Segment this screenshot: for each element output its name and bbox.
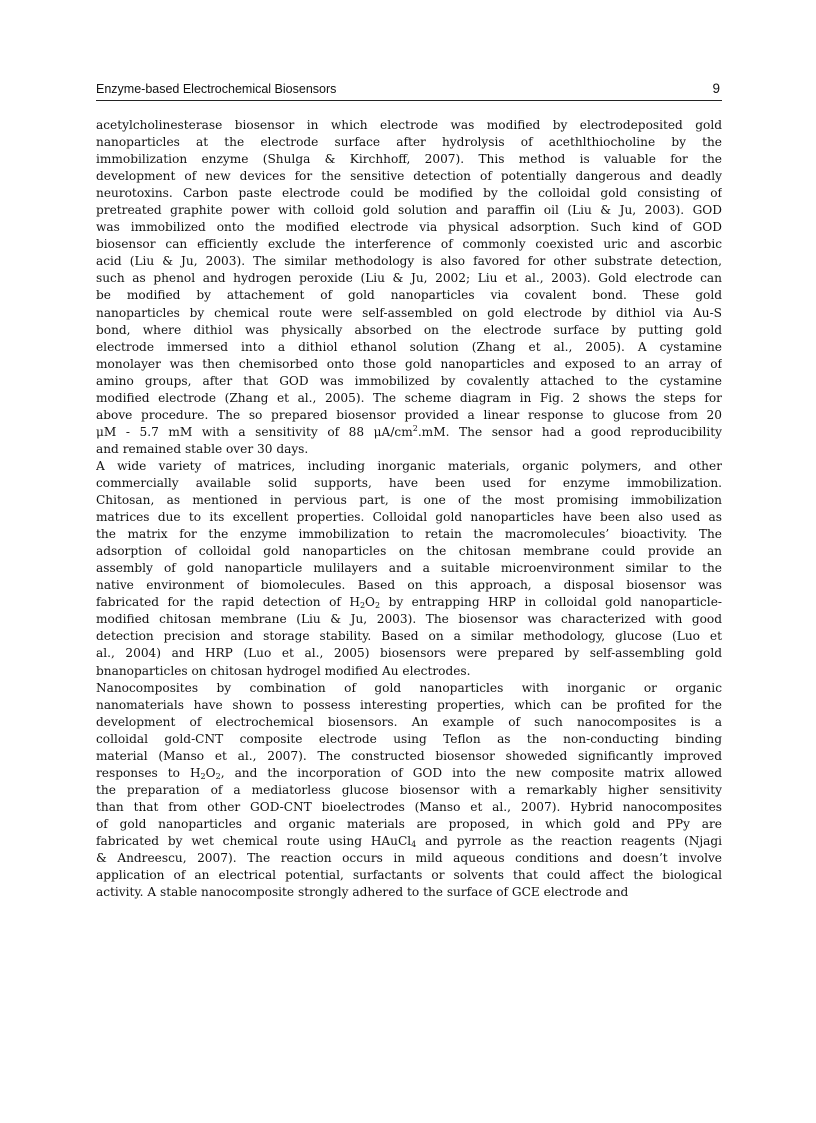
text-line: fabricated by wet chemical route using HAuCl$_4$ and pyrrole as the reaction reagents (Njagi — [96, 833, 722, 849]
text-line: modified chitosan membrane (Liu & Ju, 2003). The biosensor was characterized with good — [96, 612, 722, 627]
text-line: Chitosan, as mentioned in pervious part, is one of the most promising immobilization — [96, 493, 722, 508]
text-line: nanomaterials have shown to possess interesting properties, which can be profited for the — [96, 697, 722, 712]
text-line: amino groups, after that GOD was immobilized by covalently attached to the cystamine — [96, 373, 722, 388]
text-line: colloidal gold-CNT composite electrode using Teflon as the non-conducting binding — [96, 731, 722, 746]
text-line: electrode immersed into a dithiol ethanol solution (Zhang et al., 2005). A cystamine — [96, 339, 722, 354]
text-line: development of new devices for the sensitive detection of potentially dangerous and deadly — [96, 169, 722, 184]
text-line: nanoparticles by chemical route were self-assembled on gold electrode by dithiol via Au-S — [96, 305, 722, 320]
text-line: bond, where dithiol was physically absorbed on the electrode surface by putting gold — [96, 322, 722, 337]
text-line: al., 2004) and HRP (Luo et al., 2005) biosensors were prepared by self-assembling gold — [96, 646, 722, 661]
text-line: acid (Liu & Ju, 2003). The similar methodology is also favored for other substrate detection, — [96, 254, 722, 269]
text-line: nanoparticles at the electrode surface after hydrolysis of acethlthiocholine by the — [96, 135, 722, 150]
text-line: the preparation of a mediatorless glucose biosensor with a remarkably higher sensitivity — [96, 782, 722, 797]
text-line: was immobilized onto the modified electrode via physical adsorption. Such kind of GOD — [96, 220, 722, 235]
text-line: immobilization enzyme (Shulga & Kirchhoff, 2007). This method is valuable for the — [96, 152, 722, 167]
text-line: adsorption of colloidal gold nanoparticles on the chitosan membrane could provide an — [96, 544, 722, 559]
text-line: activity. A stable nanocomposite strongly adhered to the surface of GCE electrode and — [96, 885, 629, 900]
text-line: material (Manso et al., 2007). The constructed biosensor showeded significantly improved — [96, 748, 722, 763]
text-line: above procedure. The so prepared biosensor provided a linear response to glucose from 20 — [96, 407, 722, 422]
text-line: such as phenol and hydrogen peroxide (Liu & Ju, 2002; Liu et al., 2003). Gold electrode can — [96, 271, 722, 286]
body-text — [96, 117, 722, 901]
text-line: native environment of biomolecules. Based on this approach, a disposal biosensor was — [96, 578, 722, 593]
running-header — [96, 80, 722, 101]
text-line: μM - 5.7 mM with a sensitivity of 88 $\mu A/cm^2.mM$. The sensor had a good reproducibility — [96, 423, 722, 439]
text-line: and remained stable over 30 days. — [96, 441, 309, 456]
text-line: Nanocomposites by combination of gold nanoparticles with inorganic or organic — [96, 680, 722, 695]
text-line: the matrix for the enzyme immobilization to retain the macromolecules’ bioactivity. The — [96, 527, 722, 542]
text-line: application of an electrical potential, surfactants or solvents that could affect the biological — [96, 868, 722, 883]
text-line: pretreated graphite power with colloid gold solution and paraffin oil (Liu & Ju, 2003). GOD — [96, 203, 722, 218]
text-line: responses to $H_2O_2$, and the incorporation of GOD into the new composite matrix allowed — [96, 765, 722, 781]
text-line: monolayer was then chemisorbed onto those gold nanoparticles and exposed to an array of — [96, 356, 722, 371]
text-line: detection precision and storage stability. Based on a similar methodology, glucose (Luo et — [96, 629, 722, 644]
text-line: & Andreescu, 2007). The reaction occurs in mild aqueous conditions and doesn’t involve — [96, 851, 722, 866]
paragraph — [96, 117, 722, 458]
text-line: A wide variety of matrices, including inorganic materials, organic polymers, and other — [96, 458, 722, 473]
paragraph — [96, 458, 722, 680]
paragraph — [96, 680, 722, 902]
text-line: development of electrochemical biosensors. An example of such nanocomposites is a — [96, 714, 722, 729]
page-number: 9 — [712, 81, 720, 96]
text-line: matrices due to its excellent properties. Colloidal gold nanoparticles have been also used as — [96, 510, 722, 525]
text-line: than that from other GOD-CNT bioelectrodes (Manso et al., 2007). Hybrid nanocomposites — [96, 799, 722, 814]
text-line: assembly of gold nanoparticle mulilayers and a suitable microenvironment similar to the — [96, 561, 722, 576]
text-line: bnanoparticles on chitosan hydrogel modified Au electrodes. — [96, 663, 471, 678]
text-line: biosensor can efficiently exclude the interference of commonly coexisted uric and ascorbic — [96, 237, 722, 252]
running-header-title: Enzyme-based Electrochemical Biosensors — [96, 82, 337, 96]
text-line: commercially available solid supports, have been used for enzyme immobilization. — [96, 475, 722, 490]
text-line: modified electrode (Zhang et al., 2005). The scheme diagram in Fig. 2 shows the steps for — [96, 390, 722, 405]
text-line: be modified by attachement of gold nanoparticles via covalent bond. These gold — [96, 288, 722, 303]
text-line: of gold nanoparticles and organic materials are proposed, in which gold and PPy are — [96, 816, 722, 831]
text-line: fabricated for the rapid detection of $H_2O_2$ by entrapping HRP in colloidal gold nanoparticle- — [96, 595, 722, 611]
text-line: neurotoxins. Carbon paste electrode could be modified by the colloidal gold consisting of — [96, 186, 722, 201]
text-line: acetylcholinesterase biosensor in which electrode was modified by electrodeposited gold — [96, 118, 722, 132]
